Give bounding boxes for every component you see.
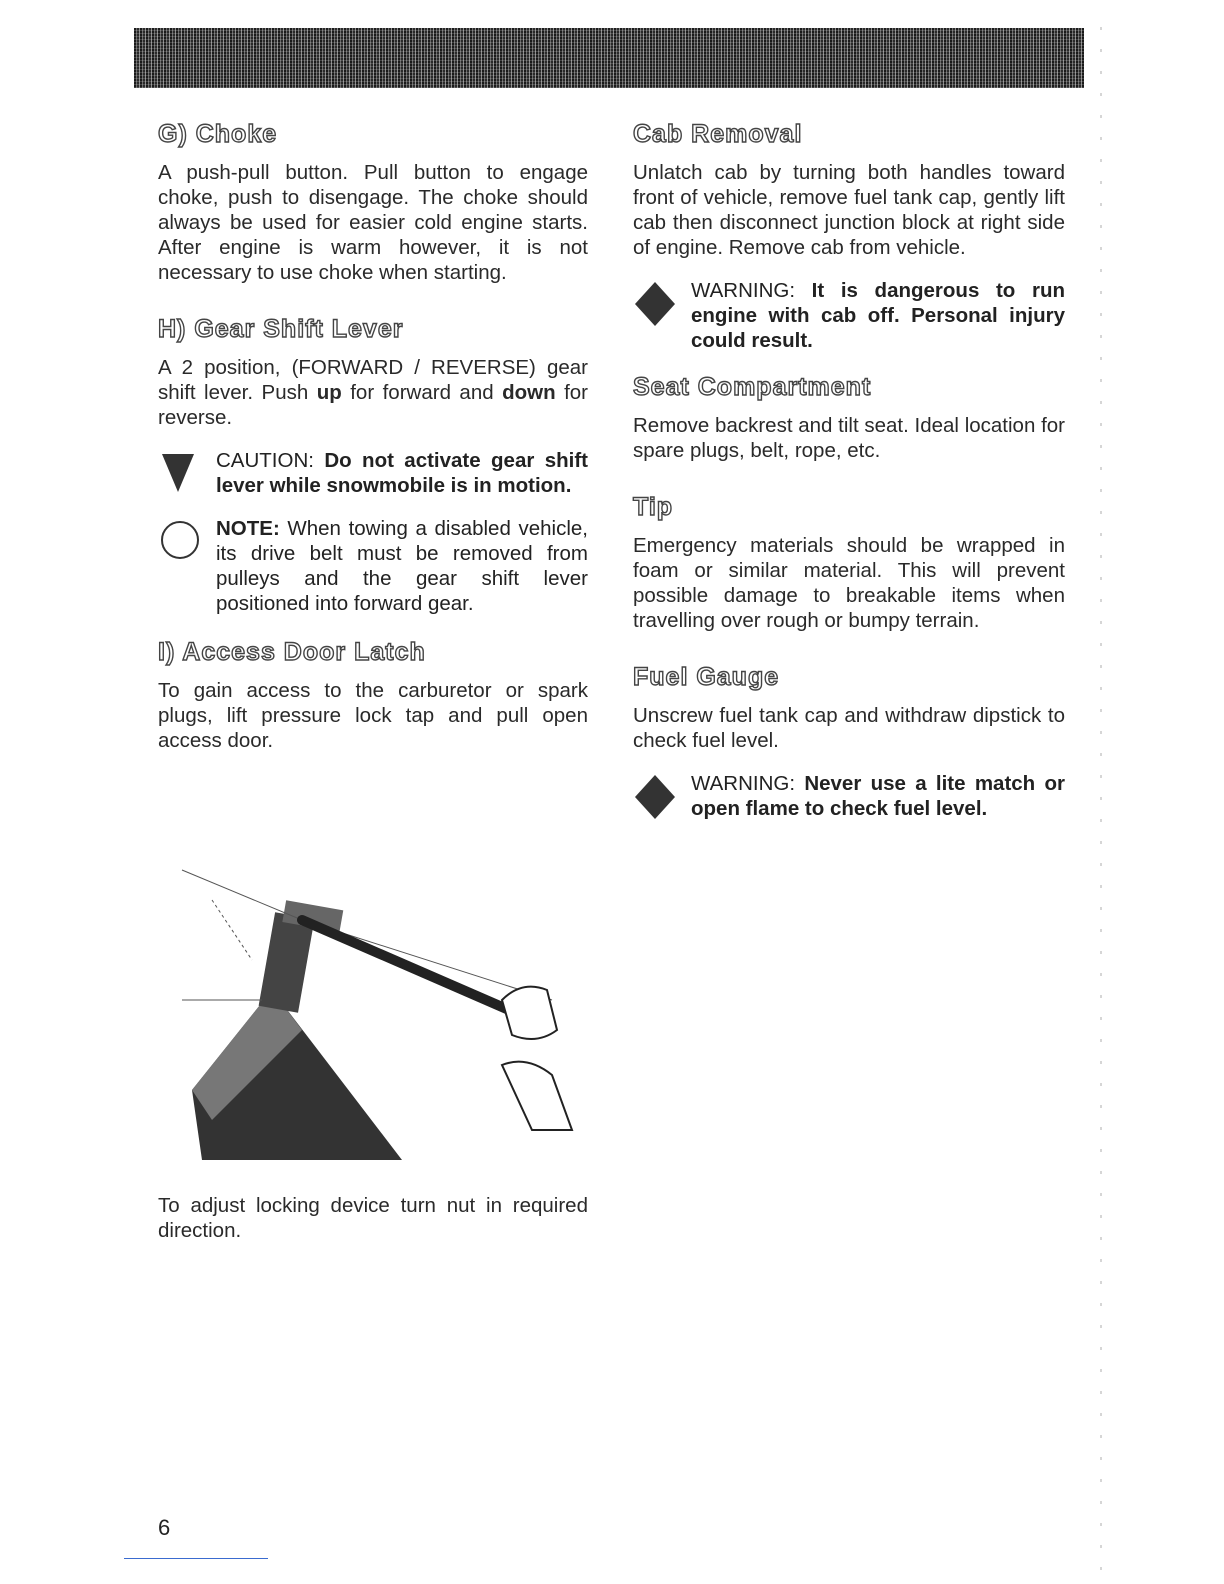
caution-note (158, 448, 588, 498)
section-fuel-gauge (633, 661, 1065, 821)
note-block (158, 516, 588, 616)
section-choke (158, 118, 588, 285)
gear-title: H) Gear Shift Lever (158, 315, 404, 343)
section-gear-shift (158, 313, 588, 616)
gear-body: A 2 position, (FORWARD / REVERSE) gear shift lever. Push up for forward and down for reverse. (158, 356, 588, 429)
latch-title: I) Access Door Latch (158, 638, 426, 666)
tip-title: Tip (633, 493, 674, 521)
caution-triangle-icon (158, 450, 198, 500)
choke-body: A push-pull button. Pull button to engage choke, push to disengage. The choke should always be used for easier cold engine starts. After engine is warm however, it is not necessary to use choke when starting. (158, 161, 588, 284)
seat-title: Seat Compartment (633, 373, 872, 401)
tip-body: Emergency materials should be wrapped in foam or similar material. This will prevent possible damage to breakable items when travelling over rough or bumpy terrain. (633, 534, 1065, 632)
figure-caption: To adjust locking device turn nut in required direction. (158, 1194, 588, 1242)
fuel-body: Unscrew fuel tank cap and withdraw dipstick to check fuel level. (633, 704, 1065, 752)
cab-warning (633, 278, 1065, 353)
fuel-title: Fuel Gauge (633, 663, 780, 691)
caution-label: CAUTION: (216, 449, 314, 472)
fuel-warning-text: Never use a lite match or open flame to check fuel level. (691, 772, 1065, 820)
page-edge (1100, 10, 1102, 1570)
left-column (158, 118, 588, 781)
latch-body: To gain access to the carburetor or spark plugs, lift pressure lock tap and pull open access door. (158, 679, 588, 752)
note-label: NOTE: (216, 517, 280, 540)
caution-text: Do not activate gear shift lever while snowmobile is in motion. (216, 449, 588, 497)
latch-adjustment-illustration (172, 860, 592, 1160)
section-access-door (158, 636, 588, 753)
note-text: When towing a disabled vehicle, its drive belt must be removed from pulleys and the gear shift lever positioned into forward gear. (216, 517, 588, 615)
fuel-warning (633, 771, 1065, 821)
warning-diamond-icon (633, 773, 677, 827)
footer-rule (124, 1558, 268, 1559)
fuel-warning-label: WARNING: (691, 772, 796, 795)
note-circle-icon (158, 518, 202, 568)
choke-title: G) Choke (158, 120, 278, 148)
header-bar (134, 28, 1084, 88)
section-tip (633, 491, 1065, 633)
section-cab-removal (633, 118, 1065, 353)
section-seat-compartment (633, 371, 1065, 463)
cab-warning-label: WARNING: (691, 279, 796, 302)
cab-title: Cab Removal (633, 120, 803, 148)
page-number: 6 (158, 1515, 171, 1540)
right-column (633, 118, 1065, 835)
cab-warning-text: It is dangerous to run engine with cab off. Personal injury could result. (691, 279, 1065, 352)
warning-diamond-icon (633, 280, 677, 334)
cab-body: Unlatch cab by turning both handles toward front of vehicle, remove fuel tank cap, gently lift cab then disconnect junction block at right side of engine. Remove cab from vehicle. (633, 161, 1065, 259)
seat-body: Remove backrest and tilt seat. Ideal location for spare plugs, belt, rope, etc. (633, 414, 1065, 462)
